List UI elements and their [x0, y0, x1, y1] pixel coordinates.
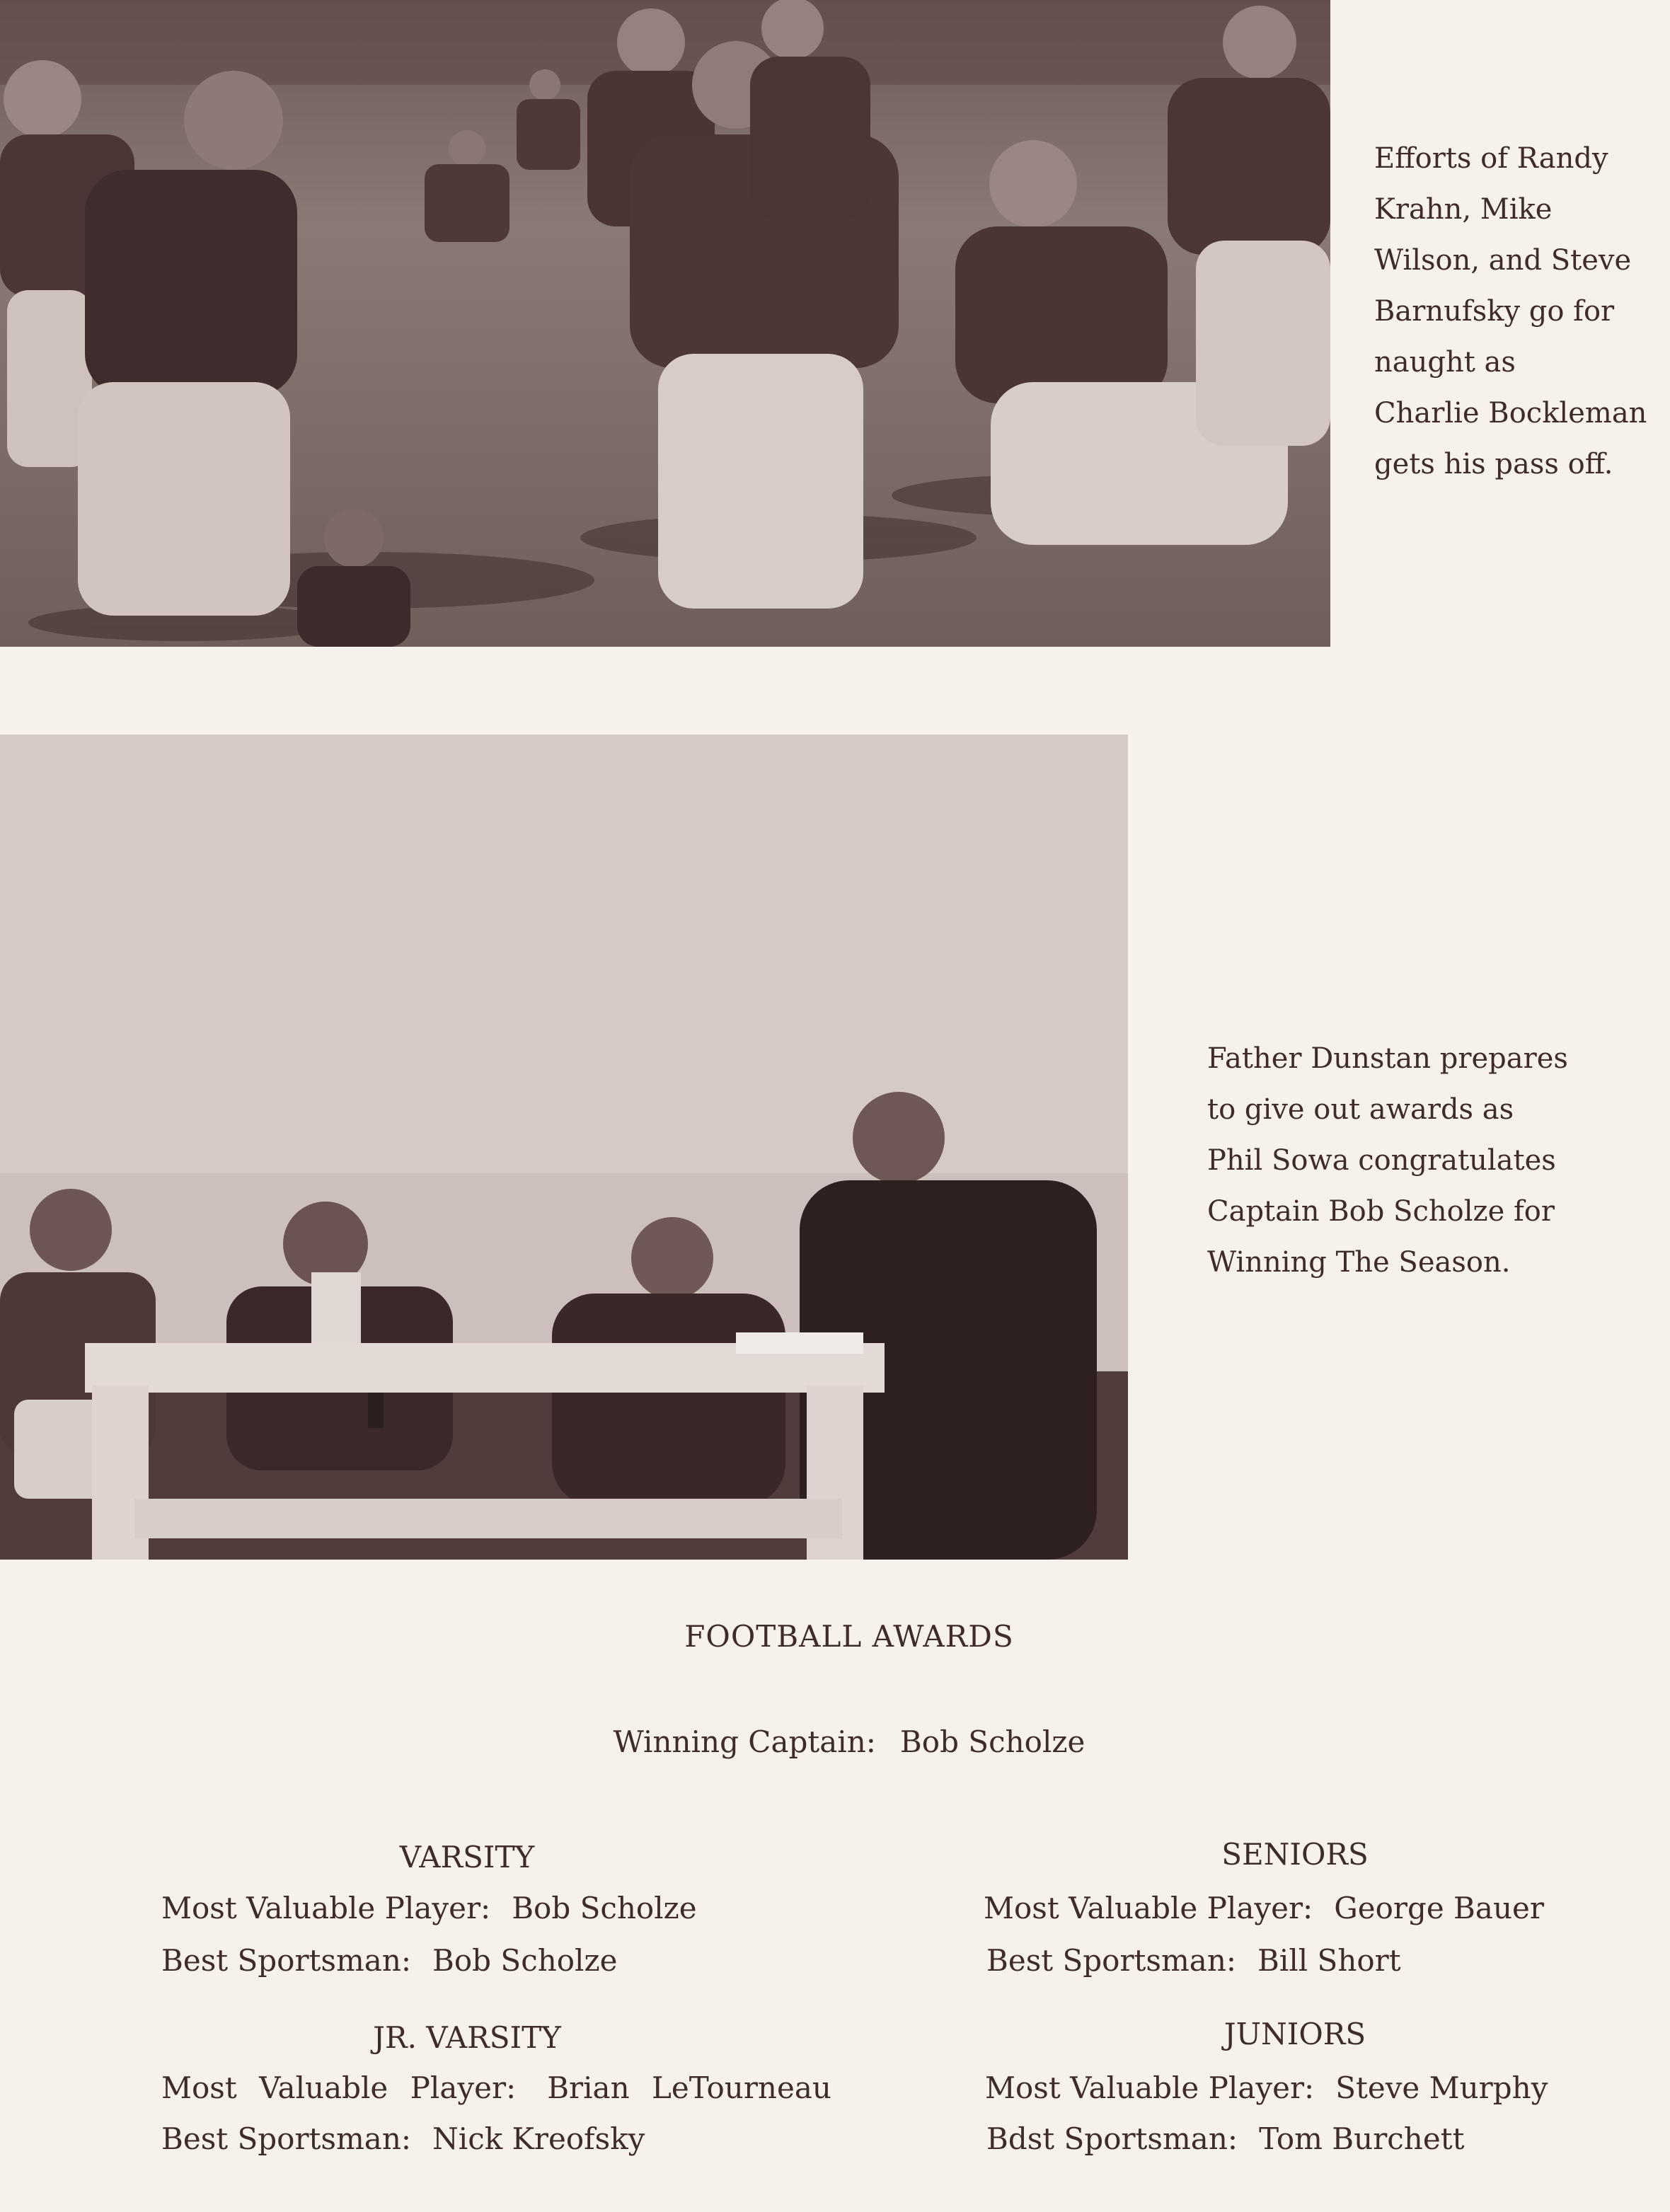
winning-captain-line [495, 1724, 1203, 1759]
varsity-sportsman-line [161, 1943, 617, 1978]
seniors-mvp-line [984, 1891, 1544, 1925]
caption-line: Phil Sowa congratulates [1207, 1144, 1556, 1177]
caption-line: Barnufsky go for [1374, 295, 1615, 328]
jr-varsity-mvp-line [161, 2070, 831, 2105]
awards-title: FOOTBALL AWARDS [684, 1619, 1014, 1654]
seniors-sportsman-line [986, 1943, 1401, 1978]
award-label: Bdst Sportsman: [986, 2121, 1238, 2156]
award-value: Bob Scholze [512, 1891, 697, 1925]
award-label: Most Valuable Player: [985, 2070, 1315, 2105]
jr-varsity-heading: JR. VARSITY [373, 2020, 561, 2055]
award-label: Best Sportsman: [161, 1943, 412, 1978]
juniors-sportsman-line [986, 2121, 1464, 2156]
caption-line: naught as [1374, 346, 1516, 379]
award-value: Brian LeTourneau [547, 2070, 831, 2105]
caption-line: gets his pass off. [1374, 448, 1613, 480]
caption-line: Father Dunstan prepares [1207, 1042, 1568, 1075]
award-value: Bob Scholze [432, 1943, 618, 1978]
award-label: Most Valuable Player: [984, 1891, 1313, 1925]
varsity-mvp-line [161, 1891, 697, 1925]
awards-ceremony-photo [0, 735, 1128, 1560]
award-value: Bill Short [1257, 1943, 1401, 1978]
juniors-mvp-line [985, 2070, 1548, 2105]
award-value: Steve Murphy [1335, 2070, 1548, 2105]
award-label: Best Sportsman: [161, 2121, 412, 2156]
varsity-heading: VARSITY [399, 1840, 535, 1874]
seniors-heading: SENIORS [1221, 1837, 1369, 1872]
jr-varsity-sportsman-line [161, 2121, 645, 2156]
award-value: George Bauer [1334, 1891, 1544, 1925]
award-label: Most Valuable Player: [161, 2070, 517, 2105]
caption-line: Wilson, and Steve [1374, 244, 1632, 277]
caption-line: Krahn, Mike [1374, 193, 1553, 226]
award-label: Best Sportsman: [986, 1943, 1237, 1978]
caption-line: Captain Bob Scholze for [1207, 1195, 1555, 1228]
top-photo-caption [1374, 133, 1647, 490]
winning-captain-label: Winning Captain: [613, 1724, 876, 1759]
award-value: Nick Kreofsky [432, 2121, 645, 2156]
award-label: Most Valuable Player: [161, 1891, 491, 1925]
caption-line: Charlie Bockleman [1374, 397, 1647, 430]
caption-line: Winning The Season. [1207, 1246, 1511, 1279]
caption-line: Efforts of Randy [1374, 142, 1608, 175]
winning-captain-value: Bob Scholze [899, 1724, 1086, 1759]
football-game-photo [0, 0, 1330, 647]
juniors-heading: JUNIORS [1223, 2017, 1366, 2051]
middle-photo-caption [1207, 1033, 1568, 1288]
award-value: Tom Burchett [1259, 2121, 1465, 2156]
caption-line: to give out awards as [1207, 1093, 1514, 1126]
